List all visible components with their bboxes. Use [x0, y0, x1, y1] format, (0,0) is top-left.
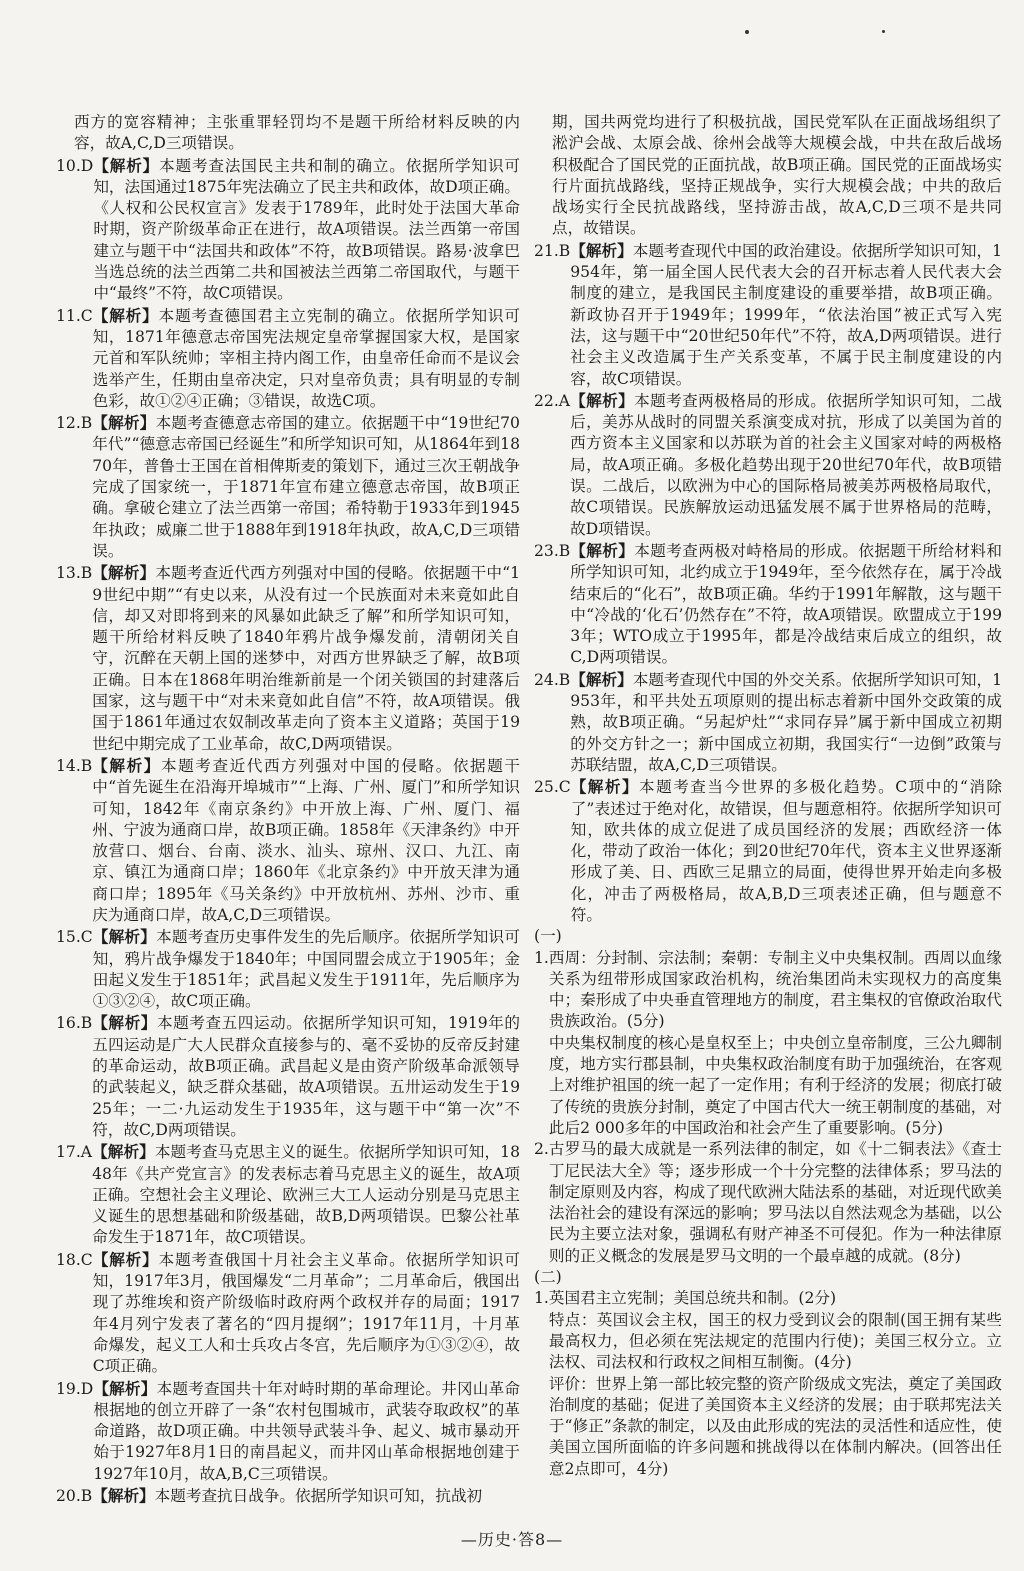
- answer-number: 19.D: [56, 1379, 94, 1398]
- section-label: (二): [534, 1268, 562, 1287]
- answer-number: 25.C: [534, 778, 571, 797]
- answer-number: 10.D: [56, 156, 94, 175]
- left-column: [56, 112, 520, 1507]
- answer-number: 2.: [534, 1140, 549, 1159]
- scan-speck: [882, 30, 885, 33]
- answer-item: [56, 1378, 520, 1485]
- answer-body: [549, 1288, 1002, 1480]
- analysis-text: 本题考查法国民主共和制的确立。依据所学知识可知，法国通过1875年宪法确立了民主共和政体，故D项正确。《人权和公民权宣言》发表于1789年，此时处于法国大革命时期，资产阶级革命正在进行，故A项错误。法兰西第一帝国建立与题干中“法国共和政体”不符，故B项错误。路易·波拿巴当选总统的法兰西第二共和国被法兰西第二帝国取代，与题干中“最终”不符，故C项错误。: [93, 156, 520, 303]
- answer-item: [56, 755, 520, 926]
- analysis-text: 本题考查历史事件发生的先后顺序。依据所学知识可知，鸦片战争爆发于1840年；中国同盟会成立于1905年；金田起义发生于1851年；武昌起义发生于1911年，先后顺序为①③②④，故C项正确。: [92, 928, 520, 1011]
- answer-body: [93, 1378, 520, 1485]
- essay-answer: [534, 948, 1002, 1140]
- analysis-text: 本题考查德国君主立宪制的确立。依据所学知识可知，1871年德意志帝国宪法规定皇帝掌握国家大权，是国家元首和军队统帅；宰相主持内阁工作，由皇帝任命而不是议会选举产生，任期由皇帝决定，只对皇帝负责；具有明显的专制色彩，故①②④正确；③错误，故选C项。: [92, 306, 520, 410]
- answer-item: [534, 776, 1002, 926]
- answer-text: 古罗马的最大成就是一系列法律的制定，如《十二铜表法》《查士丁尼民法大全》等；逐步形成一个十分完整的法律体系；罗马法的制定原则及内容，构成了现代欧洲大陆法系的基础，对近现代欧美法治社会的建设有深远的影响；罗马法以自然法观念为基础，以公民为主要立法对象，强调私有财产神圣不可侵犯。作为一种法律原则的正义概念的发展是罗马文明的一个最卓越的成就。(8分): [548, 1140, 1002, 1265]
- answer-body: [570, 669, 1002, 776]
- analysis-tag: 【解析】: [92, 755, 161, 775]
- answer-text: 中央集权制度的核心是皇权至上；中央创立皇帝制度，三公九卿制度，地方实行郡县制，中央集权政治制度有助于加强统治，在客观上对维护祖国的统一起了一定作用；有利于经济的发展；彻底打破了传统的贵族分封制，奠定了中国古代大一统王朝制度的基础，对此后2 000多年的中国政治和社会产生了重要影响。(5分): [548, 1033, 1002, 1137]
- answer-item: [56, 1141, 520, 1248]
- answer-number: 21.B: [534, 241, 571, 260]
- answer-number: 23.B: [534, 541, 571, 560]
- answer-item: [534, 240, 1002, 390]
- answer-item: [56, 305, 520, 412]
- right-column: [534, 112, 1002, 1480]
- answer-body: [571, 776, 1002, 926]
- essay-answer: [534, 1139, 1002, 1267]
- analysis-text: 本题考查两极对峙格局的形成。依据题干所给材料和所学知识可知，北约成立于1949年，至今依然存在，属于冷战结束后的“化石”，故B项正确。华约于1991年解散，这与题干中“冷战的‘化石’仍然存在”不符，故A项错误。欧盟成立于1993年；WTO成立于1995年，都是冷战结束后成立的组织，故C,D两项错误。: [570, 541, 1002, 667]
- answer-body: [93, 1249, 520, 1378]
- answer-body: [549, 948, 1002, 1140]
- analysis-tag: 【解析】: [570, 777, 640, 797]
- analysis-tag: 【解析】: [570, 669, 633, 689]
- answer-body: [93, 305, 520, 412]
- answer-number: 11.C: [56, 306, 93, 325]
- answer-body: [92, 1141, 520, 1248]
- analysis-text: 本题考查现代中国的政治建设。依据所学知识可知，1954年，第一届全国人民代表大会的召开标志着人民代表大会制度的建立，是我国民主制度建设的重要举措，故B项正确。新政协召开于1949年；1999年，“依法治国”被正式写入宪法，这与题干中“20世纪50年代”不符，故A,D两项错误。进行社会主义改造属于生产关系变革，不属于民主制度建设的内容，故C项错误。: [570, 241, 1002, 388]
- answer-item: [534, 390, 1002, 540]
- analysis-tag: 【解析】: [92, 927, 157, 947]
- answer-number: 14.B: [56, 756, 93, 775]
- answer-number: 20.B: [56, 1487, 93, 1505]
- analysis-text: 本题考查近代西方列强对中国的侵略。依据题干中“19世纪中期”“有史以来，从没有过一个民族面对未来竟如此自信，却又对即将到来的风暴如此缺乏了解”和所学知识可知，题干所给材料反映了1840年鸦片战争爆发前，清朝闭关自守，沉醉在天朝上国的迷梦中，对西方世界缺乏了解，故B项正确。日本在1868年明治维新前是一个闭关锁国的封建落后国家，这与题干中“对未来竟如此自信”不符，故A项错误。俄国于1861年通过农奴制改革走向了资本主义道路；英国于19世纪中期完成了工业革命，故C,D两项错误。: [92, 564, 520, 753]
- answer-body: [92, 755, 520, 926]
- answer-body: [570, 390, 1002, 540]
- answer-number: 13.B: [56, 564, 93, 583]
- answer-number: 22.A: [534, 391, 571, 410]
- answer-number: 15.C: [56, 928, 93, 947]
- answer-body: [92, 1485, 520, 1507]
- analysis-text: 本题考查国共十年对峙时期的革命理论。井冈山革命根据地的创立开辟了一条“农村包围城市，武装夺取政权”的革命道路，故D项正确。中共领导武装斗争、起义、城市暴动开始于1927年8月1日的南昌起义，而井冈山革命根据地创建于1927年10月，故A,B,C三项错误。: [93, 1379, 520, 1483]
- answer-item: [534, 540, 1002, 669]
- analysis-tag: 【解析】: [92, 563, 156, 583]
- analysis-tag: 【解析】: [92, 305, 159, 325]
- answer-body: [570, 540, 1002, 669]
- analysis-tag: 【解析】: [92, 1249, 159, 1269]
- scan-speck: [745, 30, 749, 34]
- analysis-tag: 【解析】: [570, 390, 635, 410]
- analysis-text: 本题考查马克思主义的诞生。依据所学知识可知，1848年《共产党宣言》的发表标志着马克思主义的诞生，故A项正确。空想社会主义理论、欧洲三大工人运动分别是马克思主义诞生的思想基础和阶级基础，故B,D两项错误。巴黎公社革命发生于1871年，故C项错误。: [92, 1143, 520, 1247]
- answer-item: [56, 1249, 520, 1378]
- analysis-text: 本题考查德意志帝国的建立。依据题干中“19世纪70年代”“德意志帝国已经诞生”和所学知识可知，从1864年到1870年，普鲁士王国在首相俾斯麦的策划下，通过三次王朝战争完成了国家统一，于1871年宣布建立德意志帝国，故B项正确。拿破仑建立了法兰西第一帝国；希特勒于1933年到1945年执政；威廉二世于1888年到1918年执政，故A,C,D三项错误。: [92, 414, 520, 560]
- section-label: (一): [534, 927, 562, 946]
- analysis-text: 本题考查近代西方列强对中国的侵略。依据题干中“首先诞生在沿海开埠城市”“上海、广州、厦门”和所学知识可知，1842年《南京条约》中开放上海、广州、厦门、福州、宁波为通商口岸，故B项正确。1858年《天津条约》中开放营口、烟台、台南、淡水、汕头、琼州、汉口、九江、南京、镇江为通商口岸；1860年《北京条约》中开放天津为通商口岸；1895年《马关条约》中开放杭州、苏州、沙市、重庆为通商口岸，故A,C,D三项错误。: [92, 756, 520, 924]
- analysis-text: 本题考查两极格局的形成。依据所学知识可知，二战后，美苏从战时的同盟关系演变成对抗，形成了以美国为首的西方资本主义国家和以苏联为首的社会主义国家对峙的两极格局，故A项正确。多极化趋势出现于20世纪70年代，故B项错误。二战后，以欧洲为中心的国际格局被美苏两极格局取代，故C项错误。民族解放运动迅猛发展不属于世界格局的范畴，故D项错误。: [570, 391, 1002, 538]
- analysis-tag: 【解析】: [570, 540, 635, 560]
- analysis-tag: 【解析】: [570, 240, 633, 260]
- analysis-text: 本题考查当今世界的多极化趋势。C项中的“消除了”表述过于绝对化，故错误，但与题意相符。依据所学知识可知，欧共体的成立促进了成员国经济的发展；西欧经济一体化，带动了政治一体化；到20世纪70年代，资本主义世界逐渐形成了美、日、西欧三足鼎立的局面，使得世界开始走向多极化，冲击了两极格局，故A,B,D三项表述正确，但与题意不符。: [570, 778, 1002, 924]
- answer-item: [56, 562, 520, 755]
- analysis-tag: 【解析】: [92, 1142, 155, 1162]
- analysis-text: 本题考查五四运动。依据所学知识可知，1919年的五四运动是广大人民群众直接参与的、毫不妥协的反帝反封建的革命运动，故B项正确。武昌起义是由资产阶级革命派领导的武装起义，缺乏群众基础，故A项错误。五卅运动发生于1925年；一二·九运动发生于1935年，这与题干中“第一次”不符，故C,D两项错误。: [92, 1014, 520, 1139]
- answer-item: [56, 926, 520, 1012]
- analysis-tag: 【解析】: [92, 1486, 155, 1505]
- answer-text: 评价：世界上第一部比较完整的资产阶级成文宪法，奠定了美国政治制度的基础；促进了美国资本主义经济的发展；由于联邦宪法关于“修正”条款的制定，以及由此形成的宪法的灵活性和适应性，使美国立国所面临的许多问题和挑战得以在体制内解决。(回答出任意2点即可，4分): [548, 1374, 1002, 1478]
- answer-text: 特点：英国议会主权，国王的权力受到议会的限制(国王拥有某些最高权力，但必须在宪法规定的范围内行使)；美国三权分立。立法权、司法权和行政权之间相互制衡。(4分): [548, 1310, 1002, 1372]
- answer-text: 英国君主立宪制；美国总统共和制。(2分): [548, 1289, 837, 1308]
- answer-body: [93, 155, 520, 305]
- essay-answer: [534, 1288, 1002, 1480]
- answer-body: [93, 926, 520, 1012]
- analysis-tag: 【解析】: [92, 413, 156, 433]
- analysis-text: 本题考查俄国十月社会主义革命。依据所学知识可知，1917年3月，俄国爆发“二月革命”；二月革命后，俄国出现了苏维埃和资产阶级临时政府两个政权并存的局面；1917年4月列宁发表了著名的“四月提纲”；1917年11月，十月革命爆发，起义工人和士兵攻占冬宫，先后顺序为①③②④，故C项正确。: [92, 1250, 520, 1376]
- answer-item: [56, 1485, 520, 1507]
- analysis-tag: 【解析】: [93, 155, 160, 175]
- answer-item: [56, 155, 520, 305]
- page-footer: —历史·答8—: [460, 1530, 564, 1549]
- answer-number: 24.B: [534, 670, 571, 689]
- answer-body: [92, 412, 520, 562]
- answer-number: 1.: [534, 948, 549, 967]
- analysis-tag: 【解析】: [93, 1378, 157, 1398]
- answer-number: 12.B: [56, 414, 93, 433]
- answer-item: [56, 412, 520, 562]
- analysis-text: 本题考查现代中国的外交关系。依据所学知识可知，1953年，和平共处五项原则的提出标志着新中国外交政策的成熟，故B项正确。“另起炉灶”“求同存异”属于新中国成立初期的外交方针之一；新中国成立初期，我国实行“一边倒”政策与苏联结盟，故A,C,D三项错误。: [570, 670, 1002, 774]
- analysis-text: 本题考查抗日战争。依据所学知识可知，抗战初: [154, 1487, 483, 1505]
- answer-body: [570, 240, 1002, 390]
- answer-text: 西周：分封制、宗法制；秦朝：专制主义中央集权制。西周以血缘关系为纽带形成国家政治机构，统治集团尚未实现权力的高度集中；秦形成了中央垂直管理地方的制度，君主集权的官僚政治取代贵族政治。(5分): [548, 948, 1002, 1031]
- analysis-tag: 【解析】: [92, 1013, 157, 1033]
- continued-text: 西方的宽容精神；主张重罪轻罚均不是题干所给材料反映的内容，故A,C,D三项错误。: [74, 113, 520, 153]
- answer-body: [92, 1012, 520, 1141]
- answer-number: 1.: [534, 1289, 549, 1308]
- answer-number: 17.A: [56, 1143, 93, 1162]
- answer-item: [56, 1012, 520, 1141]
- continued-text: 期，国共两党均进行了积极抗战，国民党军队在正面战场组织了淞沪会战、太原会战、徐州会战等大规模会战，中共在敌后战场积极配合了国民党的正面抗战，故B项正确。国民党的正面战场实行片面抗战路线，坚持正规战争，实行大规模会战；中共的敌后战场实行全民抗战路线，坚持游击战，故A,C,D三项不是共同点，故错误。: [552, 113, 1002, 238]
- answer-item: [534, 669, 1002, 776]
- answer-number: 16.B: [56, 1014, 93, 1033]
- answer-number: 18.C: [56, 1250, 93, 1269]
- answer-body: [92, 562, 520, 755]
